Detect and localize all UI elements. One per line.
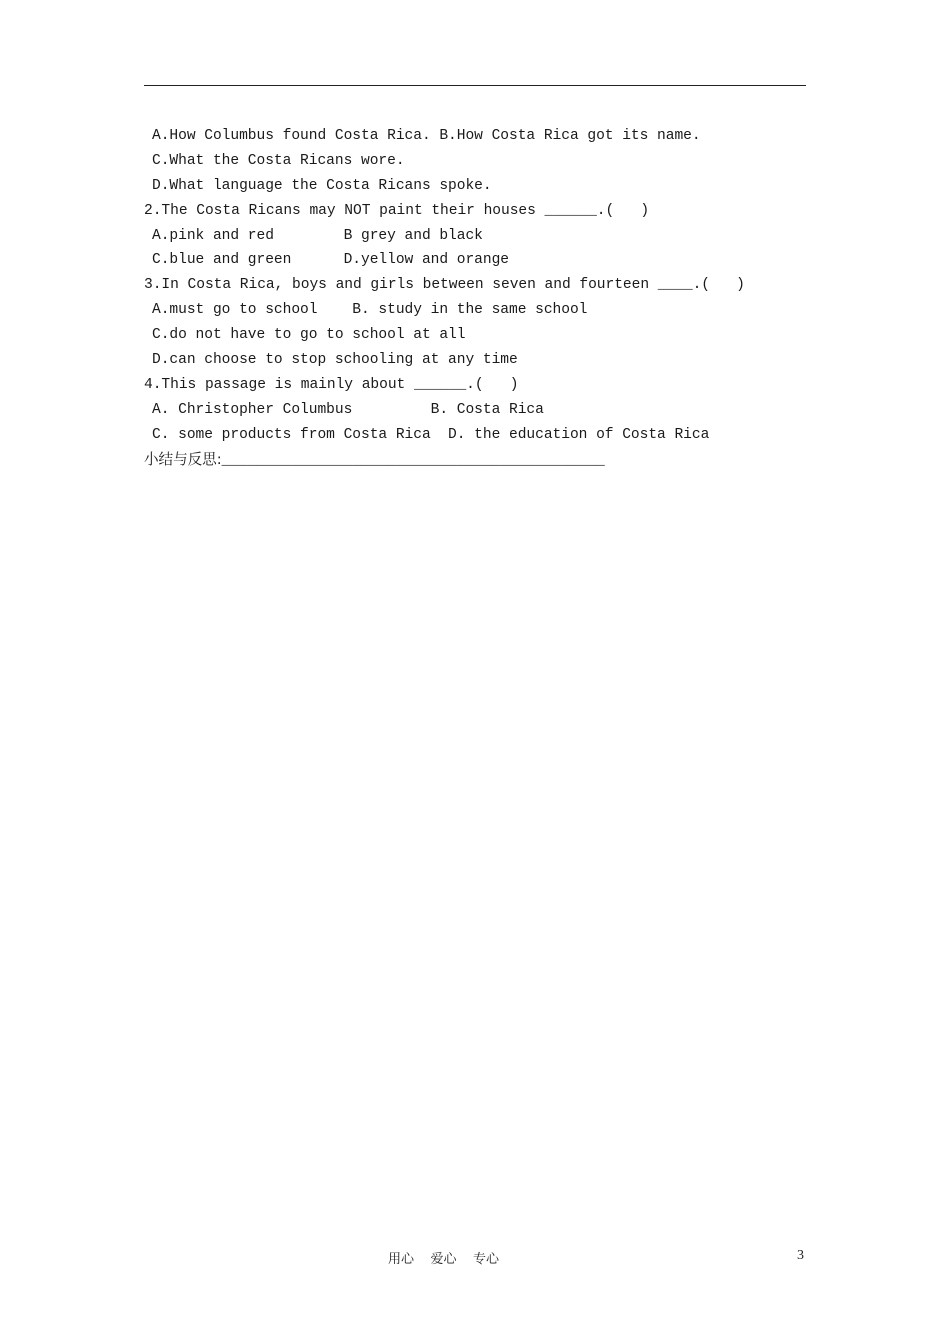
q4-options-ab: A. Christopher Columbus B. Costa Rica (152, 401, 544, 418)
footer-motto: 用心 爱心 专心 (388, 1252, 500, 1267)
reflection-line (144, 448, 824, 473)
q3-options-ab: A.must go to school B. study in the same school (152, 302, 588, 319)
q1-option-c: C.What the Costa Ricans wore. (152, 152, 405, 169)
reflection-label: 小结与反思: (144, 450, 222, 468)
header-rule (144, 85, 806, 86)
q2-options-cd: C.blue and green D.yellow and orange (152, 252, 510, 269)
q1-option-d: D.What language the Costa Ricans spoke. (152, 177, 492, 194)
q1-option-ab: A.How Columbus found Costa Rica. B.How Costa Rica got its name. (152, 128, 701, 144)
page-number: 3 (797, 1248, 804, 1263)
q4-options-cd: C. some products from Costa Rica D. the education of Costa Rica (152, 426, 710, 443)
reflection-blank: ____________________________________________ (221, 452, 605, 469)
q3-option-d: D.can choose to stop schooling at any time (152, 352, 518, 369)
q3-stem: 3.In Costa Rica, boys and girls between seven and fourteen ____.( ) (144, 277, 745, 294)
page-footer (0, 1248, 950, 1268)
q2-options-ab: A.pink and red B grey and black (152, 227, 483, 244)
q2-stem: 2.The Costa Ricans may NOT paint their houses ______.( ) (144, 202, 650, 219)
worksheet-content (144, 124, 824, 472)
q3-option-c: C.do not have to go to school at all (152, 327, 466, 344)
q4-stem: 4.This passage is mainly about ______.( ) (144, 376, 519, 393)
